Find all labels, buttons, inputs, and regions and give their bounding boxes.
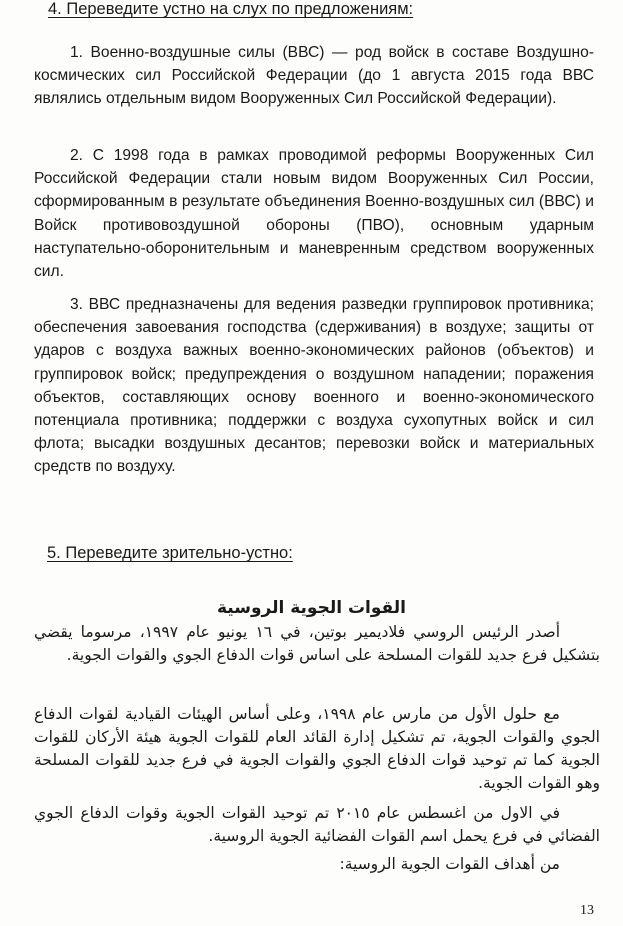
russian-paragraph-2: 2. С 1998 года в рамках проводимой реформы Вооруженных Сил Российской Федерации стали новым видом Вооруженных Сил России, сформированным в результате объединения Военно-воздушных сил (ВВС) и Войск противовоздушной обороны (ПВО), основным ударным наступательно-оборонительным и маневренным средством вооруженных сил. [34, 147, 594, 281]
arabic-paragraph-2: مع حلول الأول من مارس عام ١٩٩٨، وعلى أساس الهيئات القيادية لقوات الدفاع الجوي والقوات الجوية، تم تشكيل إدارة القائد العام للقوات الجوية هيئة الأركان للقوات الجوية كما تم توحيد قوات الدفاع الجوي والقوات الجوية في فرع جديد للقوات المسلحة وهو القوات الجوية. [34, 705, 600, 792]
russian-paragraph-1: 1. Военно-воздушные силы (ВВС) — род войск в составе Воздушно-космических сил Российской Федерации (до 1 августа 2015 года ВВС являлись отдельным видом Вооруженных Сил Российской Федерации). [34, 44, 594, 108]
arabic-paragraph-1: أصدر الرئيس الروسي فلاديمير بوتين، في ١٦ يونيو عام ١٩٩٧، مرسوما يقضي بتشكيل فرع جديد للقوات المسلحة على اساس قوات الدفاع الجوي والقوات الجوية. [34, 623, 600, 664]
arabic-paragraph-3: في الاول من اغسطس عام ٢٠١٥ تم توحيد القوات الجوية وقوات الدفاع الجوي الفضائي في فرع يحمل اسم القوات الفضائية الجوية الروسية. [34, 804, 600, 845]
exercise-5-heading: 5. Переведите зрительно-устно: [47, 544, 293, 562]
page-number: 13 [580, 903, 594, 918]
arabic-title: القوات الجوية الروسية [217, 598, 406, 618]
arabic-paragraph-4: من أهداف القوات الجوية الروسية: [339, 855, 560, 873]
russian-paragraph-3: 3. ВВС предназначены для ведения разведки группировок противника; обеспечения завоевания господства (сдерживания) в воздухе; защиты от ударов с воздуха важных военно-экономических районов (объектов) и группировок войск; предупреждения о воздушном нападении; поражения объектов, составляющих основу военного и военно-экономического потенциала противника; поддержки с воздуха сухопутных войск и сил флота; высадки воздушных десантов; перевозки войск и материальных средств по воздуху. [34, 296, 594, 476]
exercise-4-heading: 4. Переведите устно на слух по предложениям: [48, 0, 414, 18]
